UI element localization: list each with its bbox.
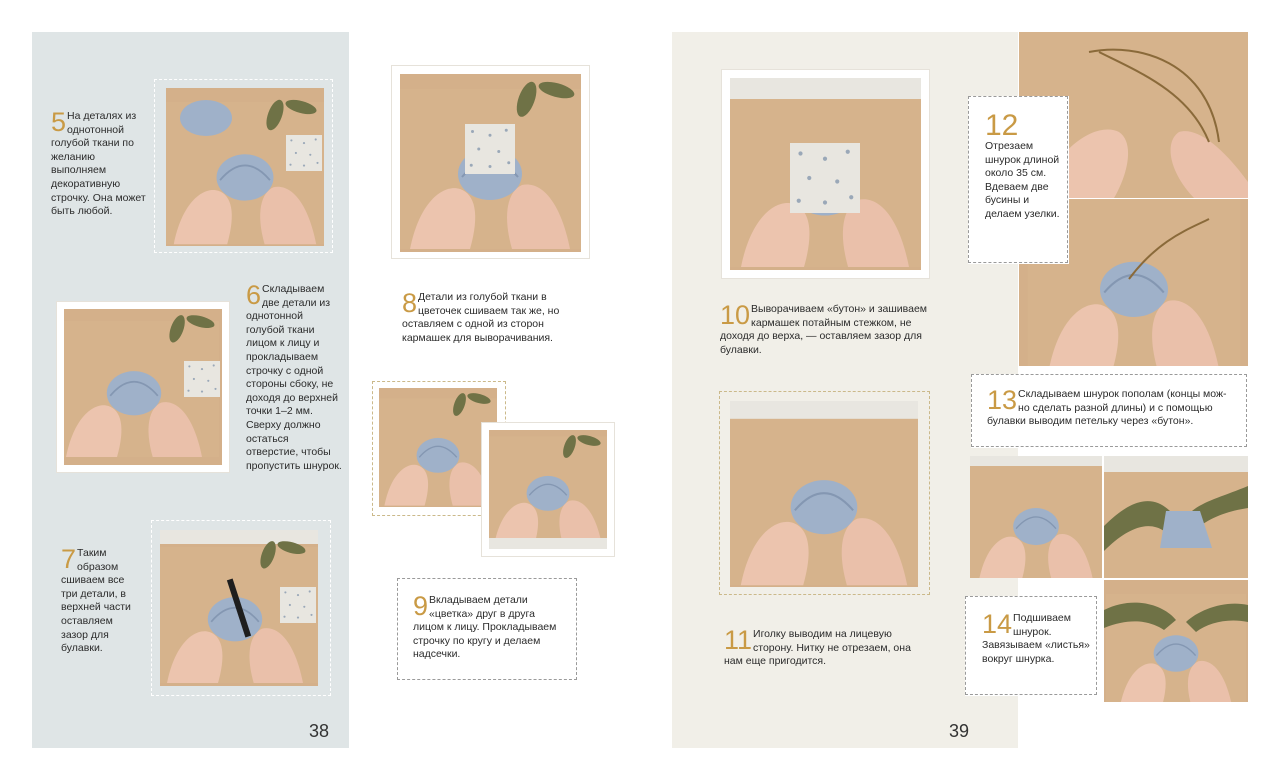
step10-text (720, 300, 938, 357)
step6-text (246, 280, 342, 473)
step8-description: Детали из голубой ткани в цветочек сшиваем так же, но оставляем с одной из сторон кармашек для выворачивания. (402, 291, 560, 344)
step7-description: Таким образом сшиваем все три детали, в верхней части оставляем зазор для булавки. (61, 547, 131, 655)
step14-description: Подшиваем шнурок. Завязываем «листья» вокруг шнурка. (982, 612, 1090, 665)
page-number-right: 39 (949, 721, 970, 741)
step14-text (982, 609, 1090, 666)
step5-description: На деталях из однотонной голубой ткани по желанию выполняем декоративную строчку. Она может быть любой. (51, 110, 146, 218)
step13-number: 13 (987, 385, 1018, 415)
step13-description: Складываем шнурок пополам (концы мож- но сделать разной длины) и с помощью булавки выводим петельку через «бутон». (987, 388, 1227, 428)
step5-photo (166, 88, 324, 246)
step7-photo (160, 530, 318, 686)
step12-number: 12 (985, 109, 1019, 142)
step12-text (985, 109, 1061, 222)
page-number-left: 38 (309, 721, 330, 741)
step9-photo-b (489, 430, 607, 549)
step8-text (402, 288, 582, 345)
step9-photo-a (379, 388, 497, 507)
step6-number: 6 (246, 280, 262, 310)
step12-description: Отрезаем шнурок длиной около 35 см. Вдеваем две бусины и делаем узелки. (985, 140, 1060, 220)
step13-photo-a (970, 456, 1102, 578)
step10-description: Выворачиваем «бутон» и зашиваем кармашек потайным стежком, не доходя до верха, — оставляем зазор для булавки. (720, 303, 927, 356)
step8-number: 8 (402, 288, 418, 318)
step9-number: 9 (413, 591, 429, 621)
step5-number: 5 (51, 107, 67, 137)
step10-number: 10 (720, 300, 751, 330)
step7-text (61, 544, 133, 656)
step14-number: 14 (982, 609, 1013, 639)
step11-description: Иголку выводим на лицевую сторону. Нитку не отрезаем, она нам еще пригодится. (724, 628, 911, 668)
step10-photo (730, 78, 921, 270)
step13-photo-b (1104, 456, 1248, 578)
step5-text (51, 107, 151, 219)
step14-photo (1104, 580, 1248, 702)
step13-text (987, 385, 1239, 429)
step9-description: Вкладываем детали «цветка» друг в друга лицом к лицу. Прокладываем строчку по кругу и делаем надсечки. (413, 594, 557, 661)
step11-number: 11 (724, 625, 753, 655)
step6-description: Складываем две детали из однотонной голубой ткани лицом к лицу и прокладываем строчку с одной стороны сбоку, не доходя до верхней точки 1–2 мм. Сверху должно остаться отверстие, чтобы пропустить шнурок. (246, 283, 342, 472)
step9-text (413, 591, 563, 662)
step11-text (724, 625, 920, 669)
step7-number: 7 (61, 544, 77, 574)
step8-photo (400, 74, 581, 252)
step11-photo (730, 401, 918, 587)
step6-photo (64, 309, 222, 465)
